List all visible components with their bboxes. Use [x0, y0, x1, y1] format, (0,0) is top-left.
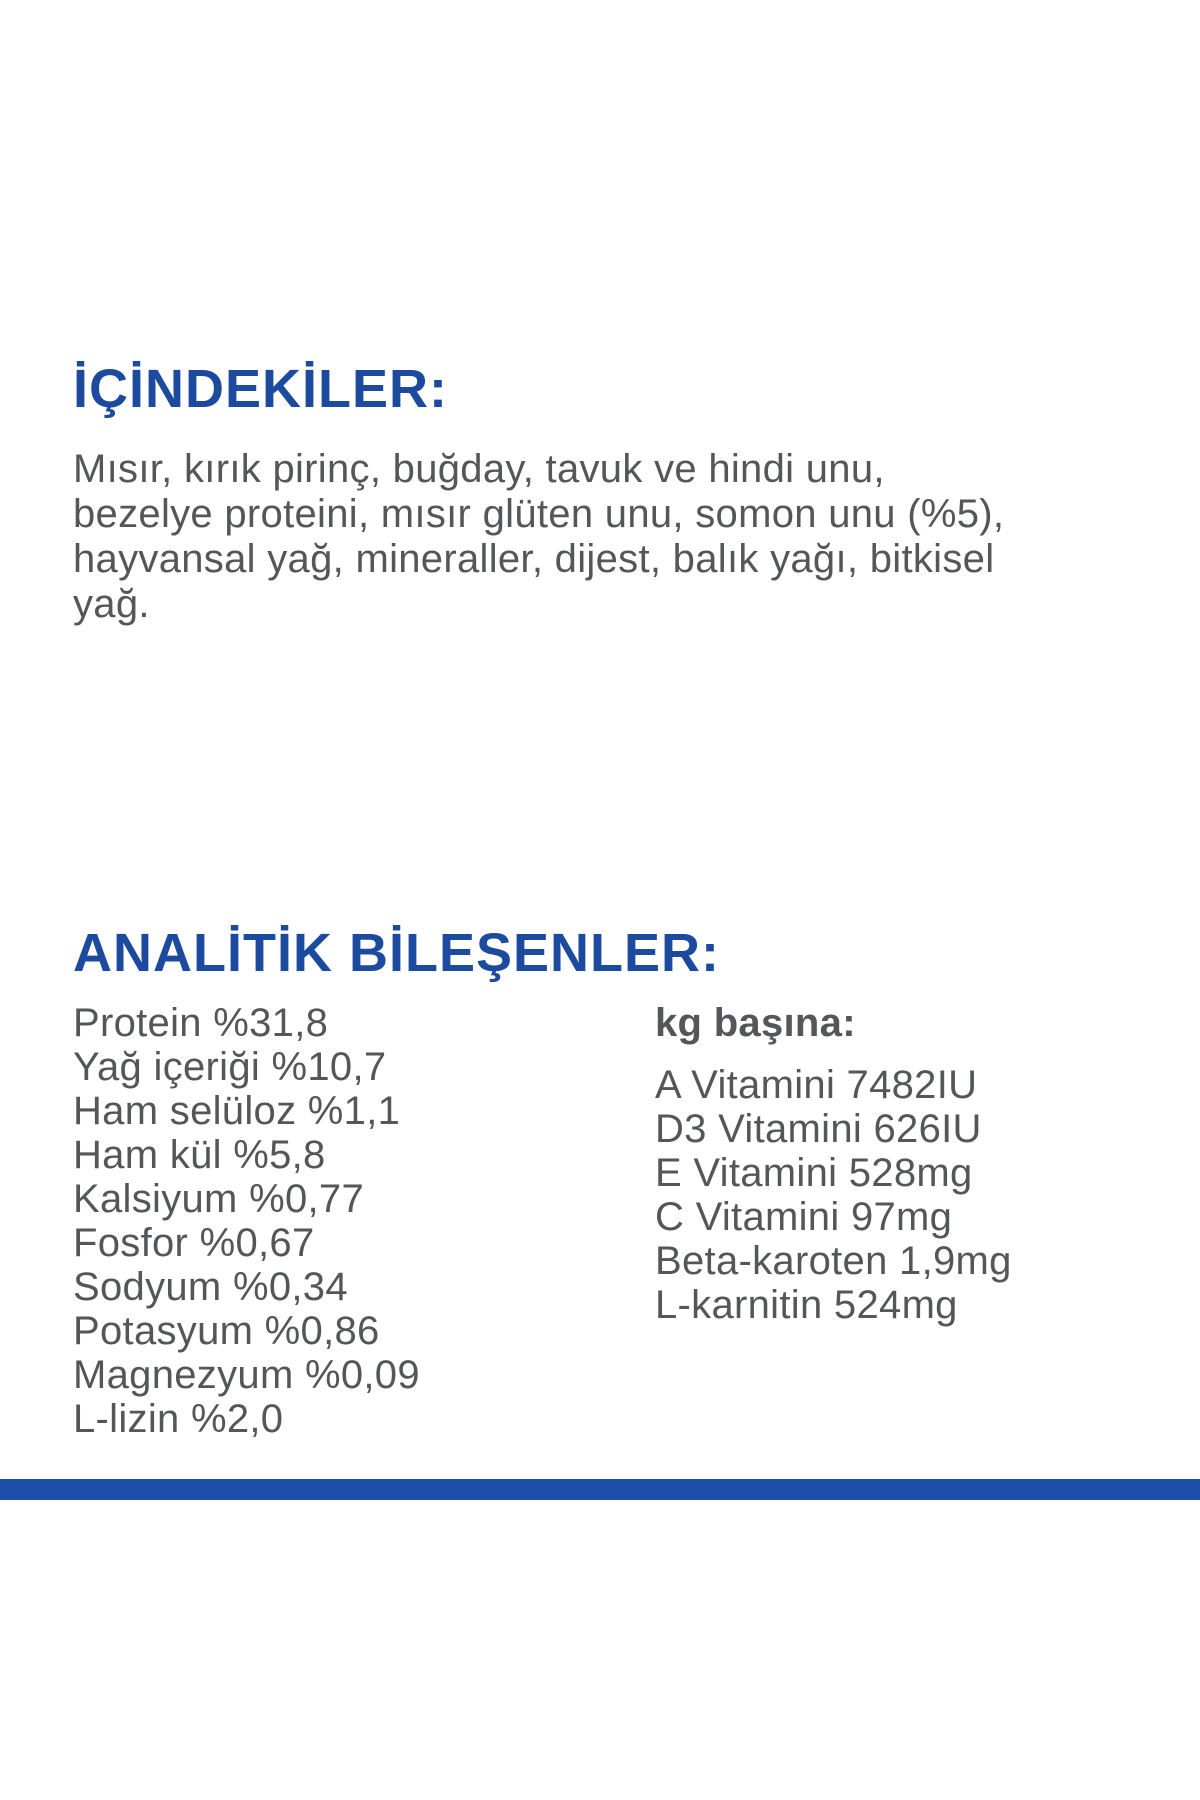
vitamin-item: E Vitamini 528mg	[655, 1151, 973, 1195]
analyte-item: Sodyum %0,34	[73, 1265, 348, 1309]
analyte-item: Potasyum %0,86	[73, 1309, 380, 1353]
analytical-values-list	[73, 1001, 420, 1441]
ingredients-line: bezelye proteini, mısır glüten unu, somon unu (%5),	[73, 492, 1005, 536]
analyte-item: Ham selüloz %1,1	[73, 1089, 401, 1133]
analyte-item: Kalsiyum %0,77	[73, 1177, 364, 1221]
per-kg-heading: kg başına:	[655, 1001, 856, 1045]
analyte-item: Ham kül %5,8	[73, 1133, 326, 1177]
analytical-components-heading: ANALİTİK BİLEŞENLER:	[73, 923, 720, 983]
per-kg-list	[655, 1001, 1012, 1327]
bottom-accent-bar	[0, 1479, 1200, 1500]
analyte-item: Protein %31,8	[73, 1001, 329, 1045]
vitamin-item: L-karnitin 524mg	[655, 1283, 958, 1327]
ingredients-line: hayvansal yağ, mineraller, dijest, balık yağı, bitkisel	[73, 537, 995, 581]
analyte-item: Magnezyum %0,09	[73, 1353, 420, 1397]
analyte-item: L-lizin %2,0	[73, 1397, 284, 1441]
ingredients-line: Mısır, kırık pirinç, buğday, tavuk ve hindi unu,	[73, 447, 885, 491]
vitamin-item: C Vitamini 97mg	[655, 1195, 953, 1239]
analyte-item: Fosfor %0,67	[73, 1221, 315, 1265]
vitamin-item: D3 Vitamini 626IU	[655, 1107, 982, 1151]
ingredients-text	[73, 447, 1004, 627]
vitamin-item: Beta-karoten 1,9mg	[655, 1239, 1012, 1283]
vitamin-item: A Vitamini 7482IU	[655, 1063, 978, 1107]
analyte-item: Yağ içeriği %10,7	[73, 1045, 387, 1089]
ingredients-heading: İÇİNDEKİLER:	[73, 359, 448, 419]
ingredients-line: yağ.	[73, 582, 150, 626]
